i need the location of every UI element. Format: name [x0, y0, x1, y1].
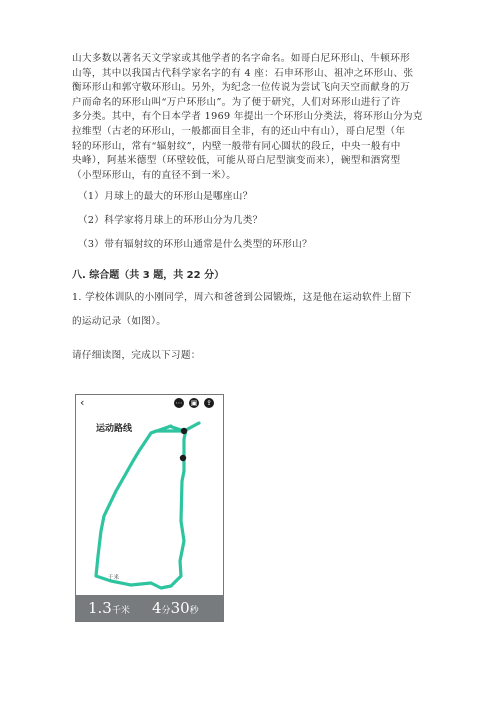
more-icon[interactable]: ⋯: [175, 399, 183, 407]
distance-unit: 千米: [111, 606, 130, 616]
section-title: 八. 综合题（共 3 题，共 22 分）: [72, 270, 225, 281]
passage-line: 拉维型（古老的环形山，一般都面目全非，有的还山中有山），哥白尼型（年: [72, 126, 406, 137]
passage-line: 衡环形山和郭守敬环形山。另外，为纪念一位传说为尝试飞向天空而献身的万: [72, 82, 411, 94]
passage-line: 多分类。其中，有个日本学者 1969 年提出一个环形山分类法，将环形山分为克: [72, 111, 423, 123]
time-seconds: 30: [170, 599, 190, 617]
route-title: 运动路线: [96, 424, 133, 434]
passage-line: 轻的环形山，常有“辐射纹”，内壁一般带有同心圆状的段丘，中央一般有中: [72, 140, 401, 152]
app-toolbar: [76, 395, 223, 411]
passage-line: （小型环形山，有的直径不到一米）。: [72, 169, 237, 181]
route-path: [96, 423, 199, 588]
checkpoint-marker: [181, 428, 187, 434]
distance-stat: [88, 599, 130, 617]
question-3: （3）带有辐射纹的环形山通常是什么类型的环形山？: [78, 239, 312, 250]
passage-line: 户而命名的环形山叫“万户环形山”。为了便于研究，人们对环形山进行了许: [72, 96, 401, 108]
passage-line: 山大多数以著名天文学家或其他学者的名字命名。如哥白尼环形山、牛顿环形: [72, 53, 411, 64]
time-minutes: 4: [152, 599, 162, 617]
minutes-unit: 分: [161, 606, 171, 616]
back-icon[interactable]: ‹: [80, 396, 85, 409]
distance-value: 1.3: [88, 599, 112, 617]
question-2: （2）科学家将月球上的环形山分为几类？: [78, 215, 263, 226]
share-icon[interactable]: ⇪: [204, 398, 214, 408]
sports-app-screenshot: [75, 394, 224, 622]
passage-line: 山等，其中以我国古代科学家名字的有 4 座：石申环形山、祖冲之环形山、张: [72, 67, 414, 79]
passage-line: 央峰），阿基米德型（环壁较低，可能从哥白尼型演变而来），碗型和酒窝型: [72, 155, 401, 167]
time-stat: [152, 599, 199, 617]
question-1: （1）月球上的最大的环形山是哪座山？: [78, 191, 253, 202]
problem-text-line: 1. 学校体训队的小刚同学，周六和爸爸到公园锻炼，这是他在运动软件上留下: [72, 292, 412, 303]
problem-instruction: 请仔细读图，完成以下习题：: [72, 350, 201, 361]
seconds-unit: 秒: [189, 606, 199, 616]
camera-icon[interactable]: ▣: [190, 399, 198, 407]
scale-label: 千米: [108, 575, 120, 581]
stats-bar: [76, 595, 223, 621]
checkpoint-marker: [180, 455, 186, 461]
problem-text-line: 的运动记录（如图）。: [72, 316, 167, 327]
route-map: [76, 411, 223, 595]
